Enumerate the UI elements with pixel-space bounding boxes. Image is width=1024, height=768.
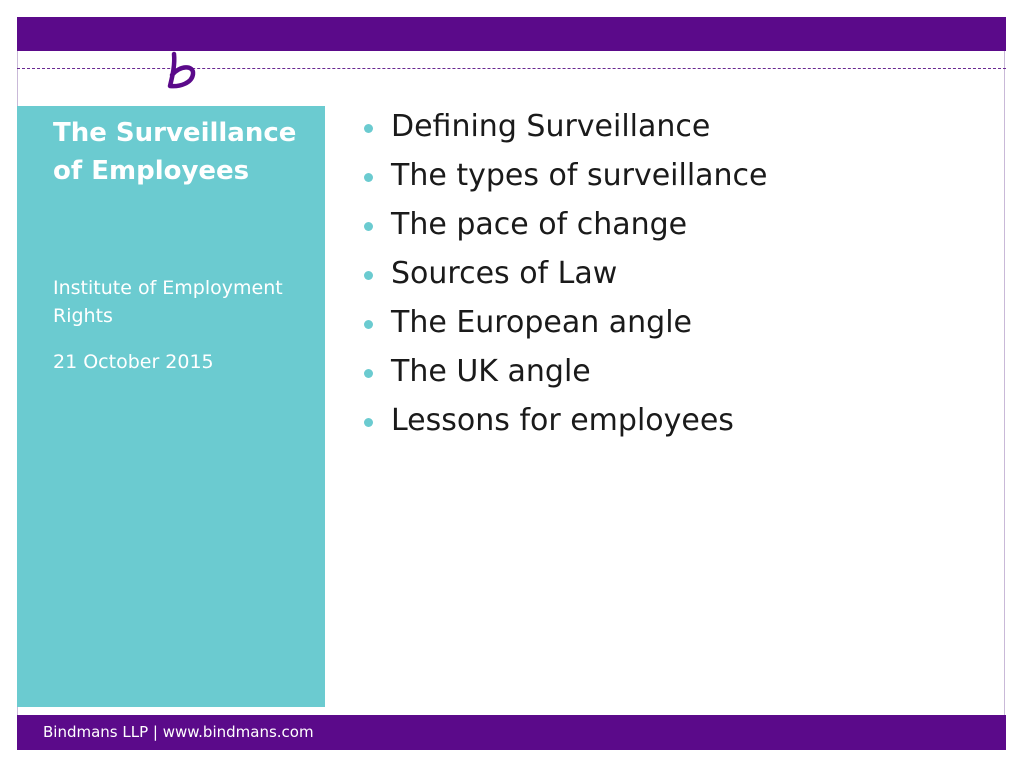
agenda-item-label: Sources of Law — [391, 256, 618, 291]
bullet-icon — [364, 320, 373, 329]
bullet-icon — [364, 173, 373, 182]
bullet-icon — [364, 124, 373, 133]
agenda-item-label: The European angle — [391, 305, 692, 340]
organisation-name: Institute of Employment Rights — [53, 277, 283, 327]
footer-text: Bindmans LLP | www.bindmans.com — [43, 723, 314, 741]
agenda-item — [362, 251, 982, 300]
agenda-item — [362, 202, 982, 251]
bullet-icon — [364, 369, 373, 378]
presentation-title: The Surveillance of Employees — [53, 118, 297, 186]
agenda-item — [362, 153, 982, 202]
agenda-item-label: The UK angle — [391, 354, 591, 389]
agenda-item — [362, 300, 982, 349]
footer-bar — [17, 715, 1006, 750]
bullet-icon — [364, 222, 373, 231]
title-side-panel — [17, 106, 325, 707]
agenda-item — [362, 104, 982, 153]
top-header-bar — [17, 17, 1006, 51]
agenda-item-label: Lessons for employees — [391, 403, 734, 438]
agenda-item — [362, 398, 982, 447]
agenda-item-label: The types of surveillance — [391, 158, 768, 193]
bullet-icon — [364, 418, 373, 427]
bindmans-b-logo-icon — [160, 48, 200, 92]
agenda-item-label: The pace of change — [391, 207, 688, 242]
agenda-item-label: Defining Surveillance — [391, 109, 711, 144]
agenda-list — [362, 104, 982, 447]
bullet-icon — [364, 271, 373, 280]
presentation-date: 21 October 2015 — [53, 351, 214, 373]
agenda-item — [362, 349, 982, 398]
